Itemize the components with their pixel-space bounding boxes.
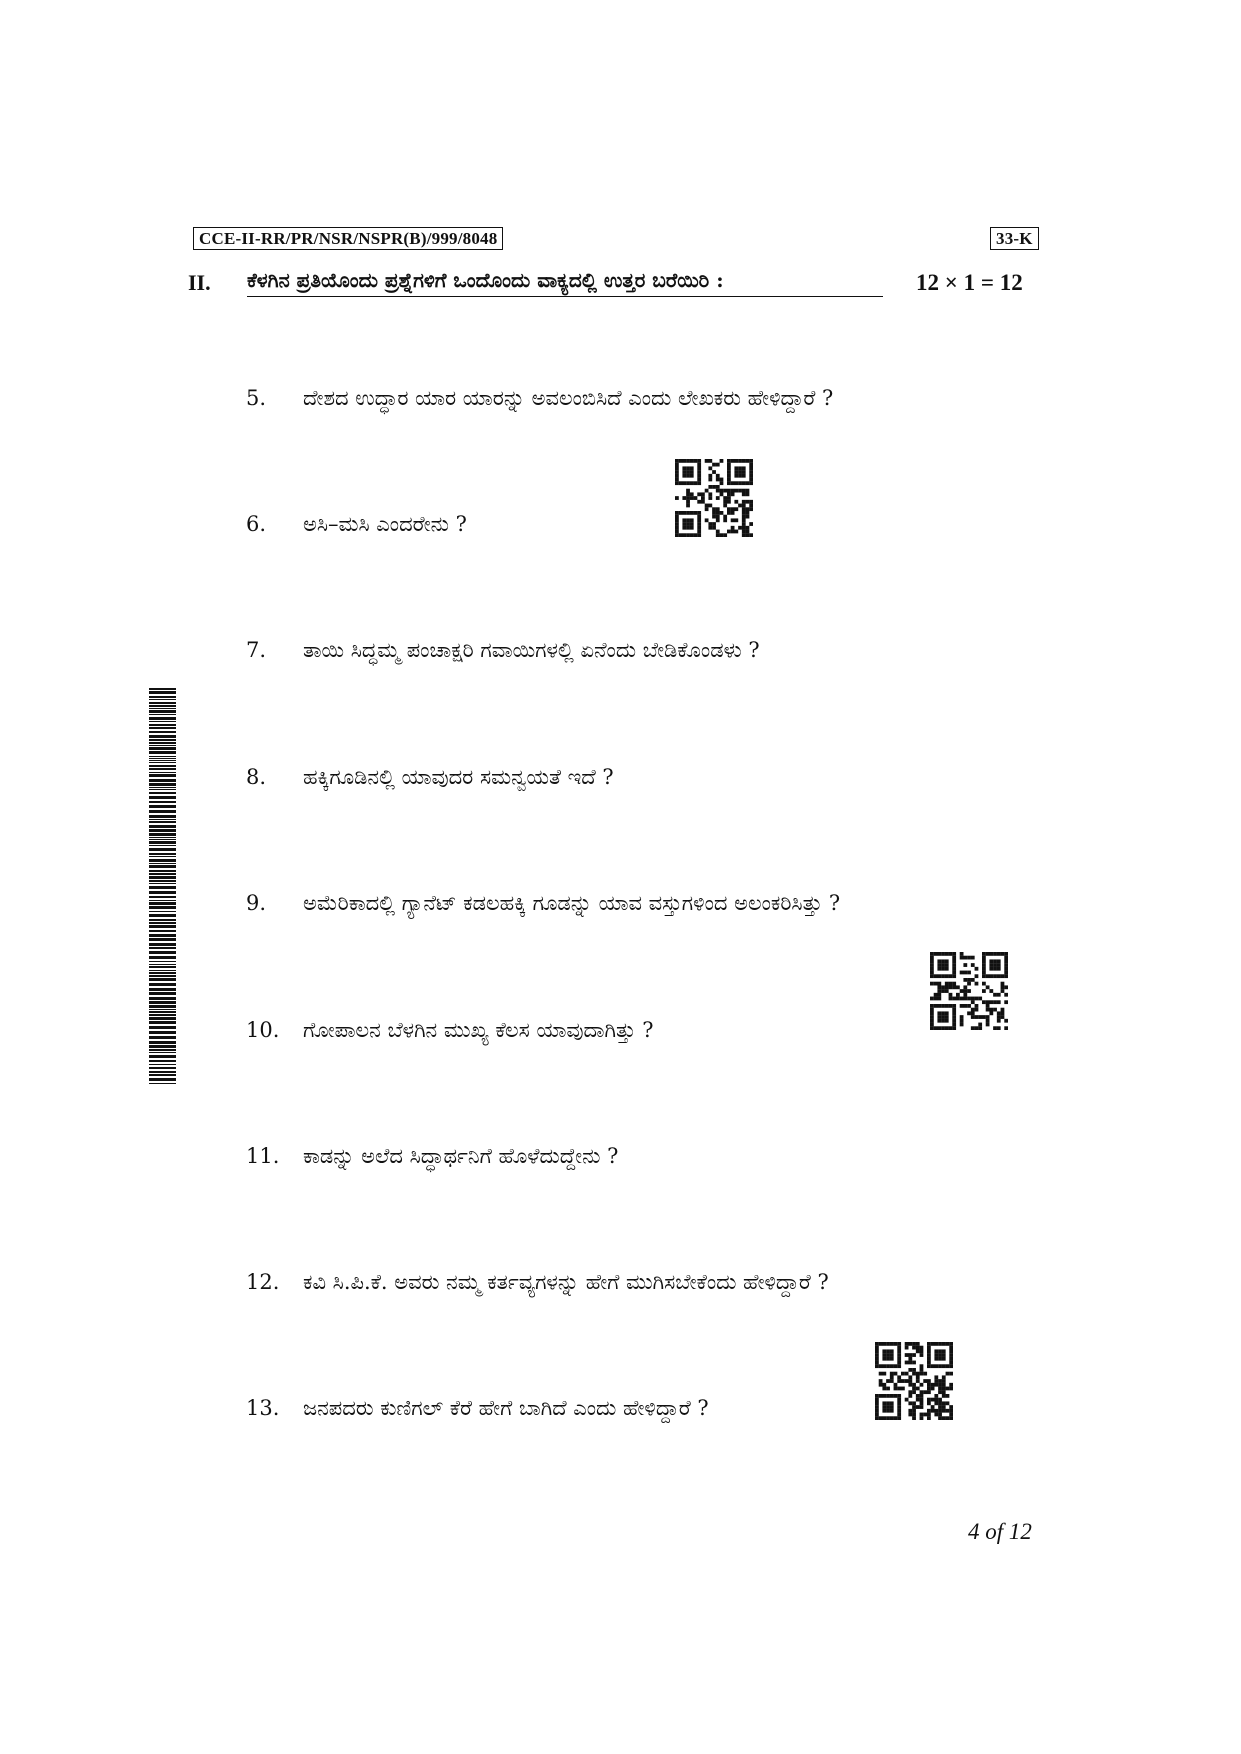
question-item <box>246 1396 709 1421</box>
question-text: ದೇಶದ ಉದ್ಧಾರ ಯಾರ ಯಾರನ್ನು ಅವಲಂಬಿಸಿದೆ ಎಂದು ಲೇಖಕರು ಹೇಳಿದ್ದಾರೆ ? <box>303 386 834 410</box>
question-text: ಅಮೆರಿಕಾದಲ್ಲಿ ಗ್ಯಾನೆಟ್ ಕಡಲಹಕ್ಕಿ ಗೂಡನ್ನು ಯಾವ ವಸ್ತುಗಳಿಂದ ಅಲಂಕರಿಸಿತ್ತು ? <box>303 891 841 915</box>
question-number: 13. <box>246 1396 280 1420</box>
question-item <box>246 1270 829 1295</box>
barcode-icon <box>149 688 176 1086</box>
section-marks: 12 × 1 = 12 <box>916 270 1023 295</box>
question-text: ತಾಯಿ ಸಿದ್ಧಮ್ಮ ಪಂಚಾಕ್ಷರಿ ಗವಾಯಿಗಳಲ್ಲಿ ಏನೆಂದು ಬೇಡಿಕೊಂಡಳು ? <box>303 638 760 662</box>
question-item <box>246 386 833 411</box>
question-number: 8. <box>246 765 267 789</box>
question-text: ಕಾಡನ್ನು ಅಲೆದ ಸಿದ್ಧಾರ್ಥನಿಗೆ ಹೊಳೆದುದ್ದೇನು ? <box>303 1144 619 1168</box>
question-text: ಜನಪದರು ಕುಣಿಗಲ್ ಕೆರೆ ಹೇಗೆ ಬಾಗಿದೆ ಎಂದು ಹೇಳಿದ್ದಾರೆ ? <box>303 1396 709 1420</box>
question-text: ಅಸಿ–ಮಸಿ ಎಂದರೇನು ? <box>303 512 467 536</box>
question-item <box>246 891 840 916</box>
question-number: 7. <box>246 638 267 662</box>
qr-code-icon <box>930 952 1008 1030</box>
question-number: 6. <box>246 512 267 536</box>
question-number: 12. <box>246 1270 280 1294</box>
question-number: 5. <box>246 386 267 410</box>
question-item <box>246 765 614 790</box>
qr-code-icon <box>875 1342 953 1420</box>
question-text: ಗೋಪಾಲನ ಬೆಳಗಿನ ಮುಖ್ಯ ಕೆಲಸ ಯಾವುದಾಗಿತ್ತು ? <box>303 1018 654 1042</box>
question-item <box>246 1144 618 1169</box>
section-number: II. <box>188 270 211 295</box>
question-number: 9. <box>246 891 267 915</box>
paper-code: CCE-II-RR/PR/NSR/NSPR(B)/999/8048 <box>193 227 503 250</box>
question-item <box>246 512 467 537</box>
question-item <box>246 638 760 663</box>
section-instruction: ಕೆಳಗಿನ ಪ್ರತಿಯೊಂದು ಪ್ರಶ್ನೆಗಳಿಗೆ ಒಂದೊಂದು ವಾಕ್ಯದಲ್ಲಿ ಉತ್ತರ ಬರೆಯಿರಿ : <box>247 268 883 297</box>
qr-code-icon <box>675 459 753 537</box>
question-text: ಕವಿ ಸಿ.ಪಿ.ಕೆ. ಅವರು ನಮ್ಮ ಕರ್ತವ್ಯಗಳನ್ನು ಹೇಗೆ ಮುಗಿಸಬೇಕೆಂದು ಹೇಳಿದ್ದಾರೆ ? <box>303 1270 829 1294</box>
question-item <box>246 1018 653 1043</box>
question-text: ಹಕ್ಕಿಗೂಡಿನಲ್ಲಿ ಯಾವುದರ ಸಮನ್ವಯತೆ ಇದೆ ? <box>303 765 614 789</box>
page-number: 4 of 12 <box>968 1519 1032 1544</box>
question-number: 11. <box>246 1144 280 1168</box>
question-number: 10. <box>246 1018 280 1042</box>
subject-code: 33-K <box>990 227 1039 250</box>
